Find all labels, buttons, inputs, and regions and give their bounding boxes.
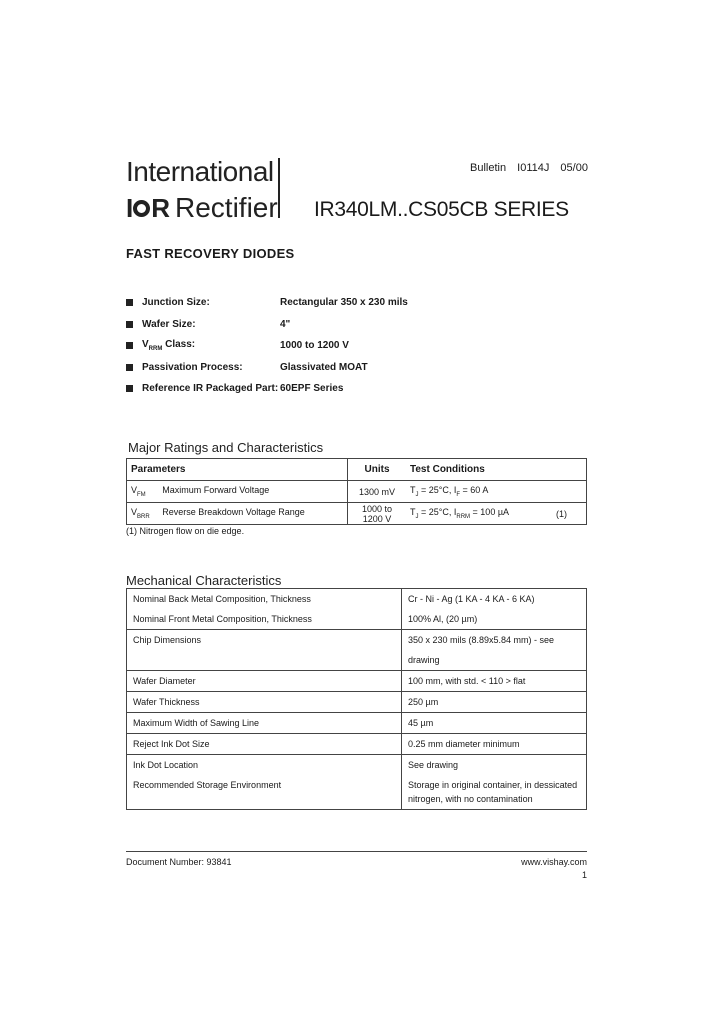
spec-wafer-size <box>126 317 290 331</box>
logo-rectifier: Rectifier <box>175 192 278 223</box>
spec-value: 60EPF Series <box>280 382 344 394</box>
footer-divider <box>126 851 587 852</box>
bulletin-code: I0114J <box>517 162 550 174</box>
table-row <box>127 755 587 810</box>
spec-passivation <box>126 360 368 374</box>
value-cell: 350 x 230 mils (8.89x5.84 mm) - see drawing <box>402 630 587 671</box>
document-number: Document Number: 93841 <box>126 857 232 867</box>
table-row <box>127 692 587 713</box>
spec-reference-part <box>126 381 343 395</box>
major-ratings-title: Major Ratings and Characteristics <box>128 440 324 455</box>
section-title: FAST RECOVERY DIODES <box>126 246 295 261</box>
bullet-icon <box>126 321 133 328</box>
table-row <box>127 734 587 755</box>
bullet-icon <box>126 385 133 392</box>
units-cell: 1000 to 1200 V <box>348 503 407 525</box>
spec-value: Rectangular 350 x 230 mils <box>280 296 408 308</box>
param-cell: Nominal Back Metal Composition, Thickness Nominal Front Metal Composition, Thickness <box>127 589 402 630</box>
bulletin-info <box>470 162 596 174</box>
bullet-icon <box>126 364 133 371</box>
bulletin-date: 05/00 <box>560 162 588 174</box>
table-row <box>127 713 587 734</box>
value-cell: 45 µm <box>402 713 587 734</box>
param-cell: Ink Dot Location Recommended Storage Environment <box>127 755 402 810</box>
header-parameters: Parameters <box>127 459 348 481</box>
bullet-icon <box>126 299 133 306</box>
spec-label: Passivation Process: <box>142 361 243 373</box>
logo-international: International <box>126 156 274 187</box>
spec-label: Reference IR Packaged Part: <box>142 382 279 394</box>
logo-divider <box>278 158 280 218</box>
spec-vrrm-class <box>126 338 349 352</box>
value-cell: See drawing Storage in original container, in dessicated nitrogen, with no contamination <box>402 755 587 810</box>
condition-cell: $T_J = 25^\circ C$, $I_F = 60$ A <box>406 481 552 503</box>
header-test-conditions: Test Conditions <box>406 459 587 481</box>
header-units: Units <box>348 459 407 481</box>
table-row <box>127 503 587 525</box>
param-cell: Reject Ink Dot Size <box>127 734 402 755</box>
param-cell: $V_{BRR}$ Reverse Breakdown Voltage Range <box>127 503 348 525</box>
spec-label: Junction Size: <box>142 296 210 308</box>
table-row <box>127 671 587 692</box>
website-link[interactable]: www.vishay.com <box>521 857 587 867</box>
condition-cell: $T_J = 25^\circ C$, $I_{RRM} = 100$ µA <box>406 503 552 525</box>
table-row <box>127 630 587 671</box>
logo-rectifier-line <box>126 192 278 224</box>
table-header-row <box>127 459 587 481</box>
spec-value: 1000 to 1200 V <box>280 339 349 351</box>
value-cell: 250 µm <box>402 692 587 713</box>
table-row <box>127 481 587 503</box>
ior-logo-icon: I R <box>126 192 170 223</box>
spec-junction-size <box>126 295 408 309</box>
value-cell: 0.25 mm diameter minimum <box>402 734 587 755</box>
spec-label: Wafer Size: <box>142 318 196 330</box>
param-cell: Wafer Thickness <box>127 692 402 713</box>
spec-value: 4" <box>280 318 291 330</box>
value-cell: Cr - Ni - Ag (1 KA - 4 KA - 6 KA) 100% Al, (20 µm) <box>402 589 587 630</box>
major-ratings-table <box>126 458 587 525</box>
param-cell: Chip Dimensions <box>127 630 402 671</box>
param-cell: Maximum Width of Sawing Line <box>127 713 402 734</box>
param-cell: Wafer Diameter <box>127 671 402 692</box>
param-cell: $V_{FM}$ Maximum Forward Voltage <box>127 481 348 503</box>
mechanical-table <box>126 588 587 810</box>
note-cell: (1) <box>552 503 587 525</box>
page-number: 1 <box>581 870 587 880</box>
spec-label: $V_{RRM}$ Class: <box>142 338 196 352</box>
bulletin-label: Bulletin <box>470 162 507 174</box>
value-cell: 100 mm, with std. < 110 > flat <box>402 671 587 692</box>
spec-value: Glassivated MOAT <box>280 361 368 373</box>
mechanical-title: Mechanical Characteristics <box>126 573 282 588</box>
series-title: IR340LM..CS05CB SERIES <box>314 198 569 221</box>
table-row <box>127 589 587 630</box>
note-cell <box>552 481 587 503</box>
footnote: (1) Nitrogen flow on die edge. <box>126 526 245 536</box>
bullet-icon <box>126 342 133 349</box>
units-cell: 1300 mV <box>348 481 407 503</box>
